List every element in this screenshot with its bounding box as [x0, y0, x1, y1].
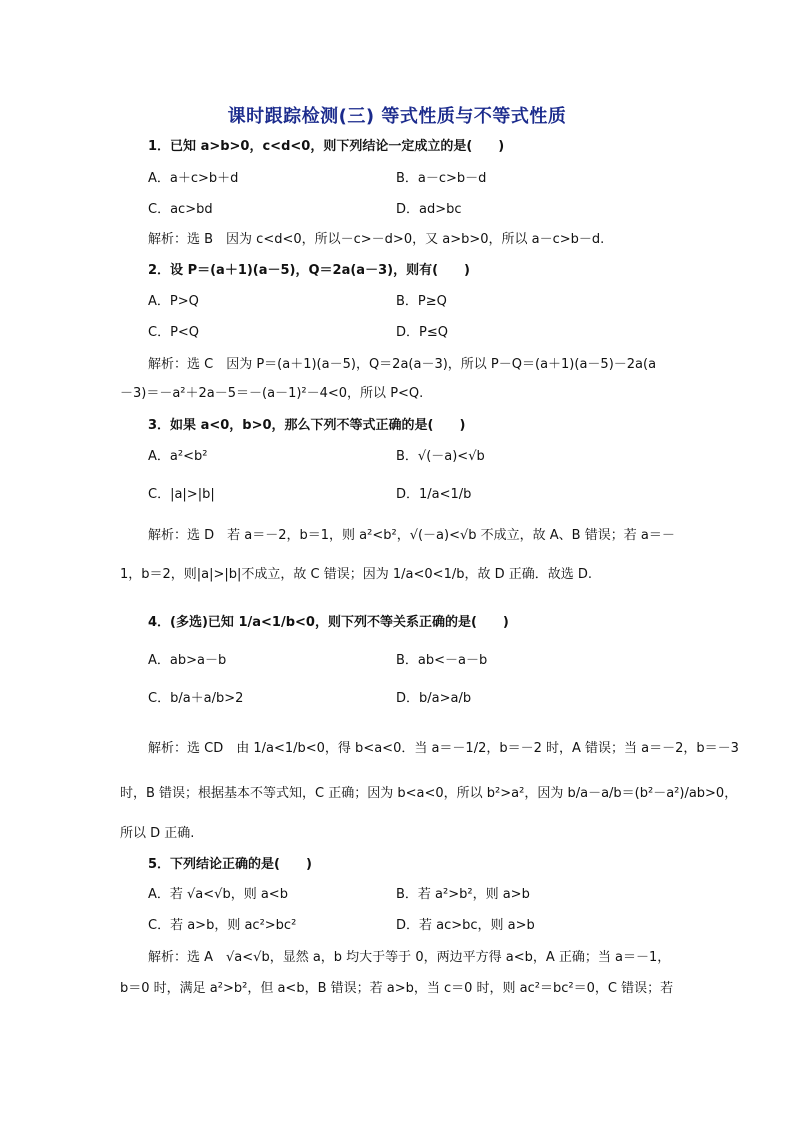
question-4-solution-line-2: 时，B 错误；根据基本不等式知，C 正确；因为 b<a<0，所以 b²>a²，因为 b/a－a/b＝(b²－a²)/ab>0， [120, 786, 738, 801]
question-1-option-d: D．ad>bc [396, 202, 462, 217]
question-3-option-c: C．|a|>|b| [148, 487, 215, 502]
question-1-solution: 解析：选 B 因为 c<d<0，所以－c>－d>0，又 a>b>0，所以 a－c>b－d. [148, 232, 605, 247]
question-1-option-b: B．a－c>b－d [396, 171, 487, 186]
question-4-option-b: B．ab<－a－b [396, 653, 488, 668]
question-3-option-a: A．a²<b² [148, 449, 208, 464]
question-3-solution-line-1: 解析：选 D 若 a＝－2，b＝1，则 a²<b²，√(－a)<√b 不成立，故 A、B 错误；若 a＝－ [148, 528, 675, 543]
question-2-option-b: B．P≥Q [396, 294, 447, 309]
question-2-solution-line-2: －3)＝－a²＋2a－5＝－(a－1)²－4<0，所以 P<Q. [120, 386, 424, 401]
question-5-option-a: A．若 √a<√b，则 a<b [148, 887, 288, 902]
question-3-solution-line-2: 1，b＝2，则|a|>|b|不成立，故 C 错误；因为 1/a<0<1/b，故 D 正确．故选 D. [120, 567, 593, 582]
question-2-stem: 2．设 P＝(a＋1)(a－5)，Q＝2a(a－3)，则有( ) [148, 263, 470, 278]
question-4-stem: 4．(多选)已知 1/a<1/b<0，则下列不等关系正确的是( ) [148, 615, 509, 630]
question-1-option-a: A．a＋c>b＋d [148, 171, 239, 186]
question-3-option-b: B．√(－a)<√b [396, 449, 485, 464]
question-5-stem: 5．下列结论正确的是( ) [148, 857, 312, 872]
question-5-option-d: D．若 ac>bc，则 a>b [396, 918, 535, 933]
question-5-solution-line-1: 解析：选 A √a<√b，显然 a，b 均大于等于 0，两边平方得 a<b，A 正确；当 a＝－1， [148, 950, 671, 965]
question-1-option-c: C．ac>bd [148, 202, 213, 217]
question-2-solution-line-1: 解析：选 C 因为 P＝(a＋1)(a－5)，Q＝2a(a－3)，所以 P－Q＝(a＋1)(a－5)－2a(a [148, 357, 657, 372]
question-2-option-a: A．P>Q [148, 294, 199, 309]
question-4-option-a: A．ab>a－b [148, 653, 227, 668]
question-4-option-d: D．b/a>a/b [396, 691, 472, 706]
question-2-option-d: D．P≤Q [396, 325, 448, 340]
question-1-stem: 1．已知 a>b>0，c<d<0，则下列结论一定成立的是( ) [148, 139, 505, 154]
question-5-option-b: B．若 a²>b²，则 a>b [396, 887, 530, 902]
question-2-option-c: C．P<Q [148, 325, 200, 340]
question-4-solution-line-1: 解析：选 CD 由 1/a<1/b<0，得 b<a<0．当 a＝－1/2，b＝－2 时，A 错误；当 a＝－2，b＝－3 [148, 741, 739, 756]
question-3-stem: 3．如果 a<0，b>0，那么下列不等式正确的是( ) [148, 418, 466, 433]
question-3-option-d: D．1/a<1/b [396, 487, 472, 502]
question-5-option-c: C．若 a>b，则 ac²>bc² [148, 918, 297, 933]
question-5-solution-line-2: b＝0 时，满足 a²>b²，但 a<b，B 错误；若 a>b，当 c＝0 时，则 ac²＝bc²＝0，C 错误；若 [120, 981, 674, 996]
question-4-solution-line-3: 所以 D 正确. [120, 826, 195, 841]
question-4-option-c: C．b/a＋a/b>2 [148, 691, 244, 706]
page-title: 课时跟踪检测(三) 等式性质与不等式性质 [227, 106, 567, 127]
